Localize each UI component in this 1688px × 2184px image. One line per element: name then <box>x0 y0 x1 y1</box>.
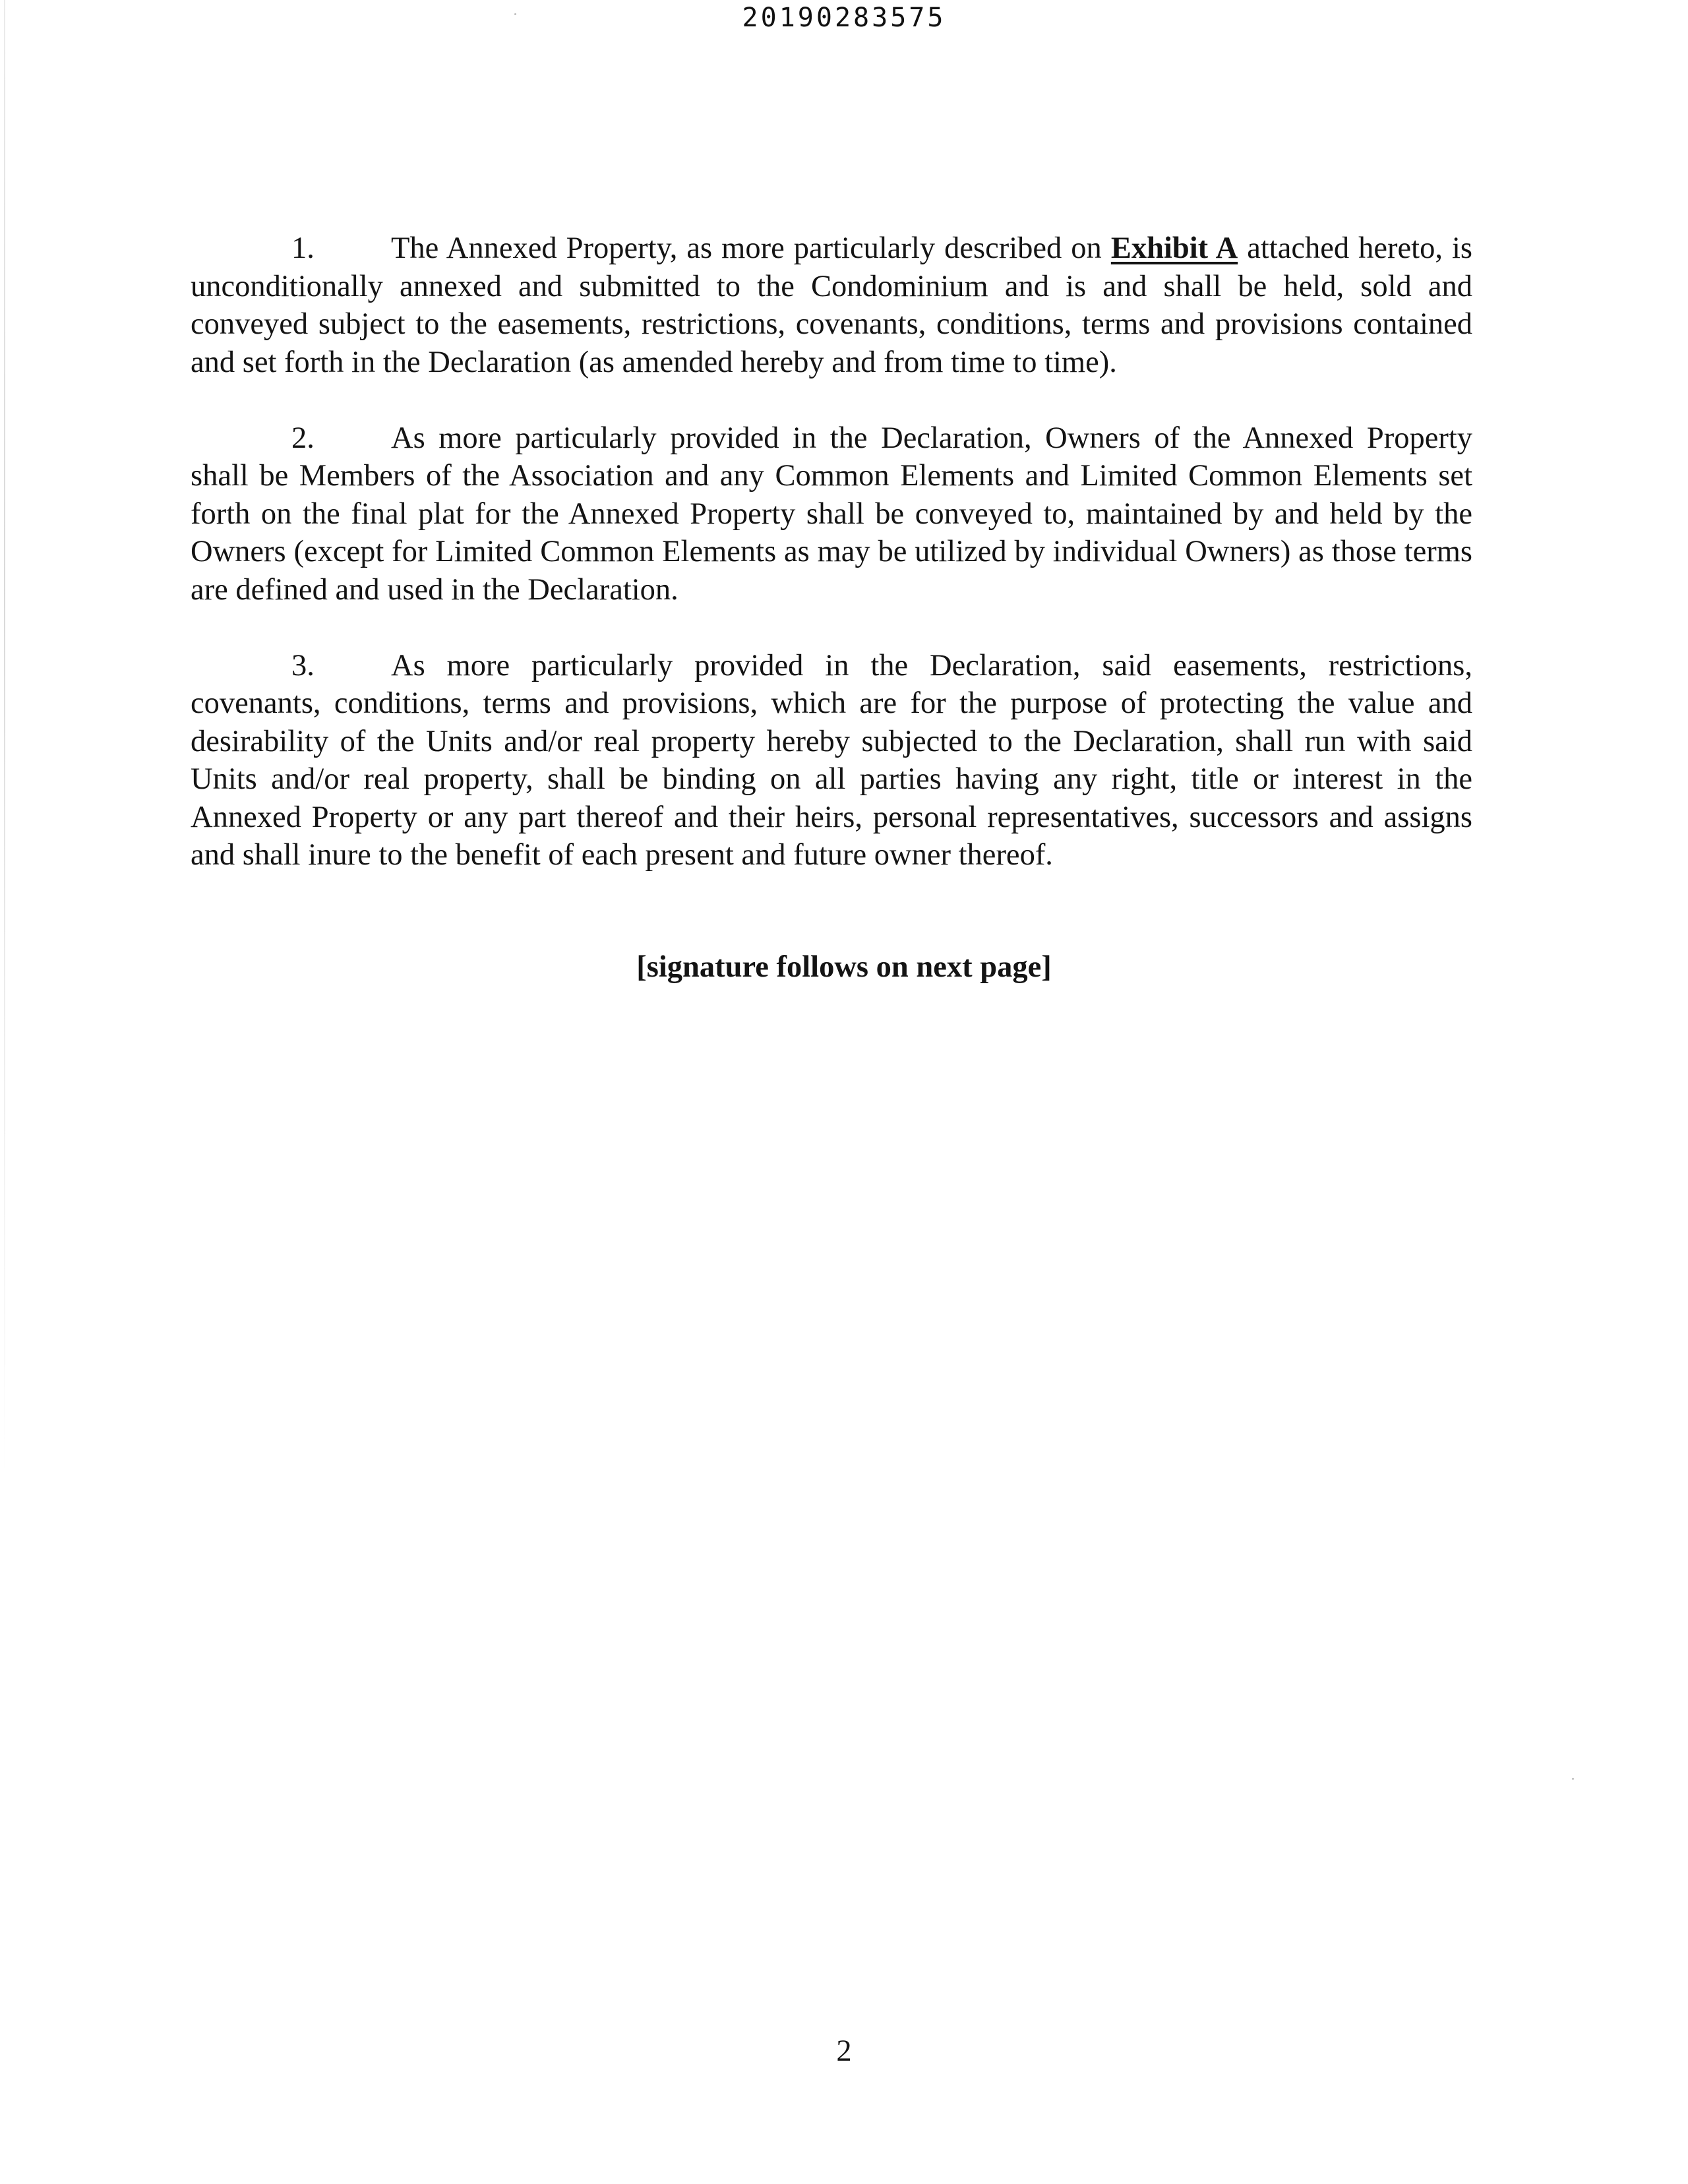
paragraph-2-number: 2. <box>291 421 315 455</box>
signature-note: [signature follows on next page] <box>636 950 1052 984</box>
paragraph-1-number: 1. <box>291 231 315 265</box>
paragraph-3-number: 3. <box>291 648 315 682</box>
paragraph-1-text-after: attached hereto, is unconditionally annexed and submitted to the Condominium and is and shall be held, sold and conveyed subject to the easements, restrictions, covenants, conditions, terms and provisions contained and set forth in the Declaration (as amended hereby and from time to time). <box>191 231 1472 379</box>
paragraph-3 <box>191 647 1472 874</box>
scan-speck <box>514 13 516 15</box>
page-number: 2 <box>836 2034 852 2068</box>
paragraph-1 <box>191 229 1472 381</box>
exhibit-a-reference: Exhibit A <box>1110 231 1238 265</box>
paragraph-2-text: As more particularly provided in the Declaration, Owners of the Annexed Property shall be Members of the Association and any Common Elements and Limited Common Elements set forth on the final plat for the Annexed Property shall be conveyed to, maintained by and held by the Owners (except for Limited Common Elements as may be utilized by individual Owners) as those terms are defined and used in the Declaration. <box>191 421 1472 607</box>
scan-speck <box>1572 1778 1574 1780</box>
scan-edge-shadow <box>4 0 5 1477</box>
document-number: 20190283575 <box>742 3 946 33</box>
paragraph-3-text: As more particularly provided in the Declaration, said easements, restrictions, covenants, conditions, terms and provisions, which are for the purpose of protecting the value and desirability of the Units and/or real property hereby subjected to the Declaration, shall run with said Units and/or real property, shall be binding on all parties having any right, title or interest in the Annexed Property or any part thereof and their heirs, personal representatives, successors and assigns and shall inure to the benefit of each present and future owner thereof. <box>191 648 1472 872</box>
paragraph-2 <box>191 419 1472 609</box>
document-body <box>191 229 1472 912</box>
paragraph-1-text-before: The Annexed Property, as more particularly described on <box>391 231 1111 265</box>
